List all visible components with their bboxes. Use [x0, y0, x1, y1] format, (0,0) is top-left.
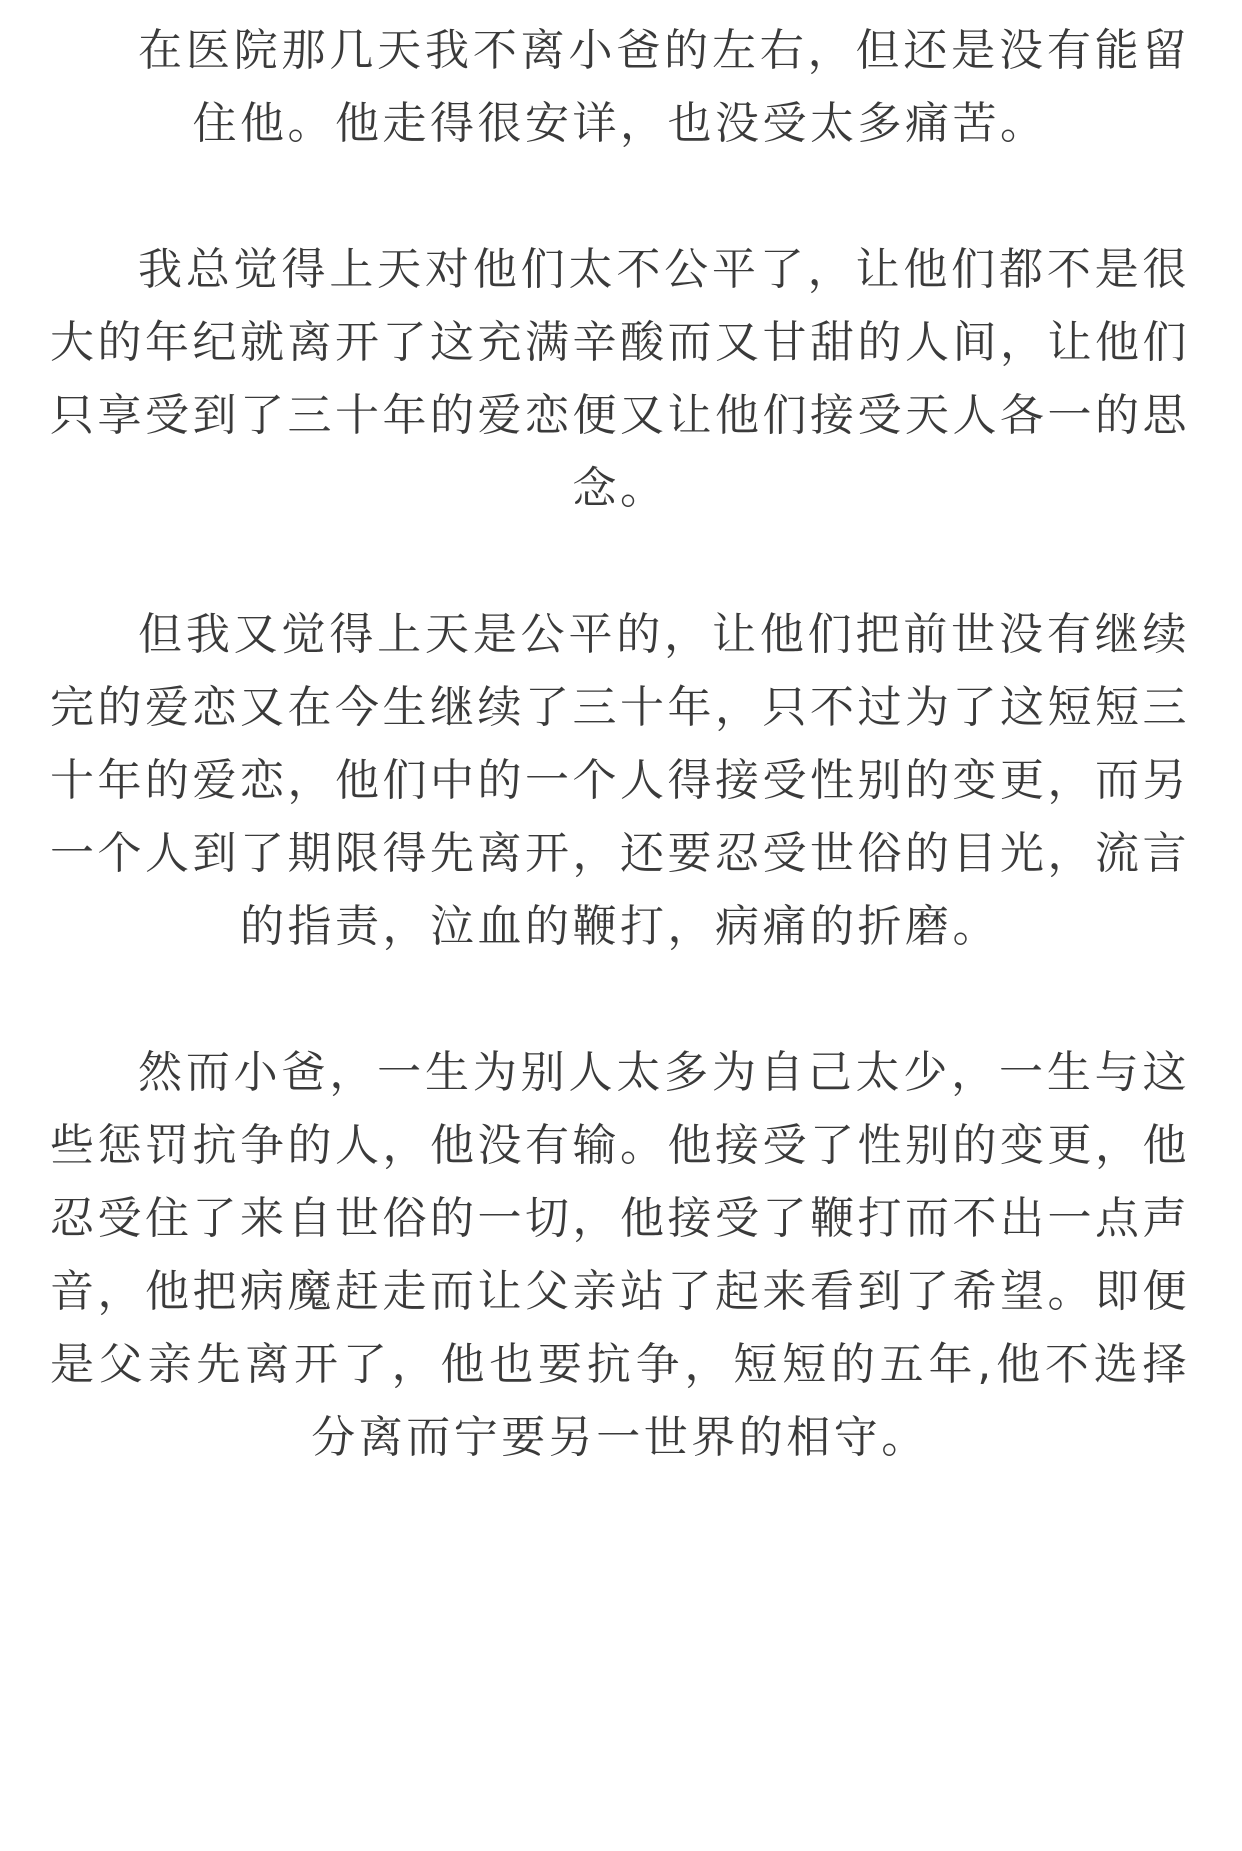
paragraph-4: 然而小爸，一生为别人太多为自己太少，一生与这些惩罚抗争的人，他没有输。他接受了性别的变更，他忍受住了来自世俗的一切，他接受了鞭打而不出一点声音，他把病魔赶走而让父亲站了起来看到了希望。即便是父亲先离开了，他也要抗争，短短的五年,他不选择分离而宁要另一世界的相守。 [50, 1047, 1190, 1463]
paragraph-2: 我总觉得上天对他们太不公平了，让他们都不是很大的年纪就离开了这充满辛酸而又甘甜的人间，让他们只享受到了三十年的爱恋便又让他们接受天人各一的思念。 [50, 244, 1190, 514]
paragraph-3: 但我又觉得上天是公平的，让他们把前世没有继续完的爱恋又在今生继续了三十年，只不过为了这短短三十年的爱恋，他们中的一个人得接受性别的变更，而另一个人到了期限得先离开，还要忍受世俗的目光，流言的指责，泣血的鞭打，病痛的折磨。 [50, 609, 1190, 952]
article-body [50, 14, 1190, 1474]
paragraph-1: 在医院那几天我不离小爸的左右，但还是没有能留住他。他走得很安详，也没受太多痛苦。 [138, 25, 1190, 149]
